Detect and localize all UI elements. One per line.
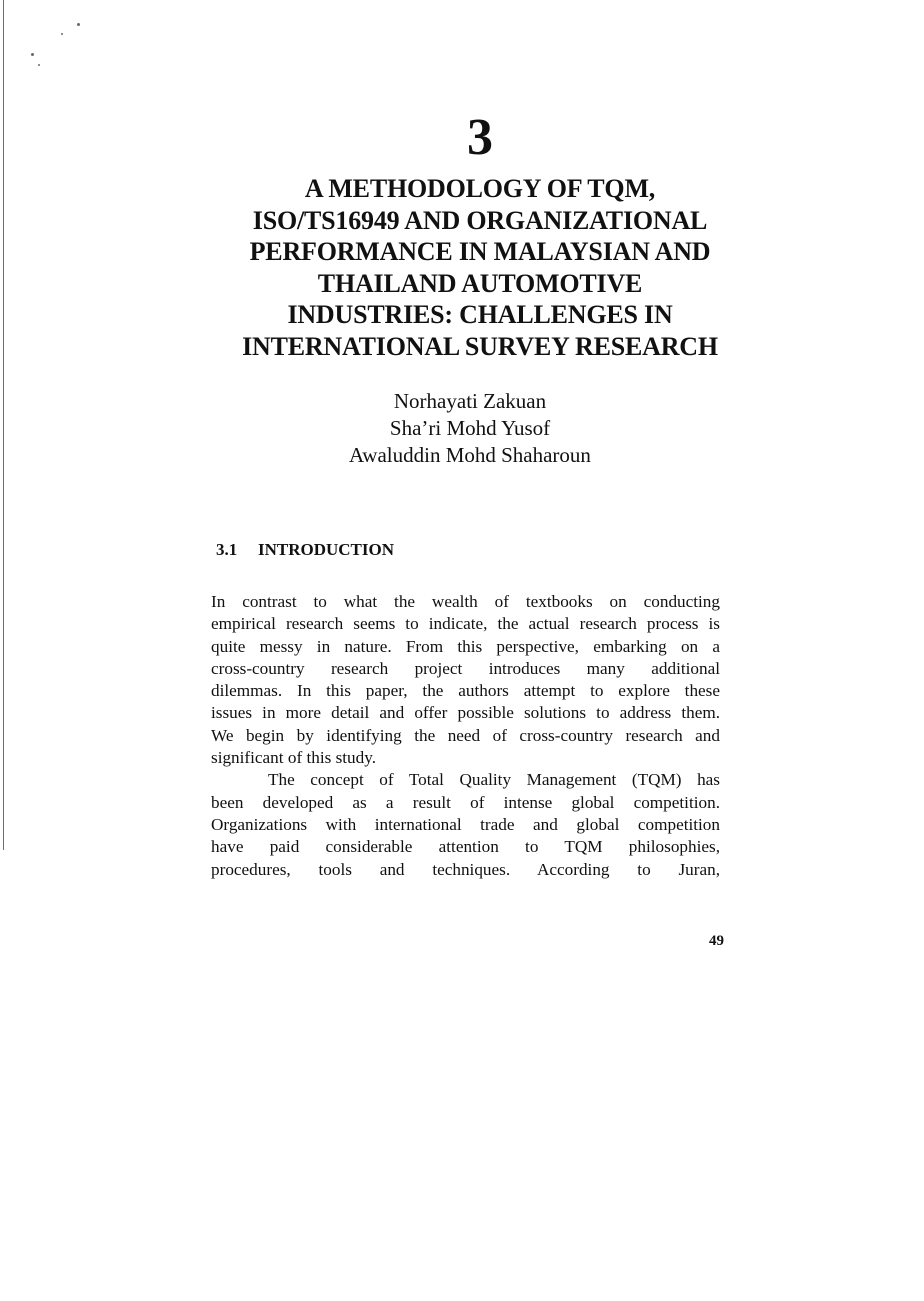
text-line: procedures, tools and techniques. According to Juran, — [211, 859, 720, 879]
text-line: been developed as a result of intense global competition. — [211, 792, 720, 812]
author-name: Norhayati Zakuan — [393, 389, 547, 413]
paragraph — [211, 591, 720, 769]
text-line: empirical research seems to indicate, the actual research process is — [211, 614, 720, 634]
page-number: 49 — [709, 933, 724, 949]
chapter-title-line: INDUSTRIES: CHALLENGES IN — [287, 300, 673, 329]
text-line: Organizations with international trade and global competition — [211, 814, 720, 834]
chapter-title-line: A METHODOLOGY OF TQM, — [304, 174, 656, 203]
text-line: In contrast to what the wealth of textbooks on conducting — [211, 592, 720, 611]
text-line: quite messy in nature. From this perspective, embarking on a — [211, 636, 720, 656]
text-line: have paid considerable attention to TQM philosophies, — [211, 837, 720, 857]
scan-speck — [77, 23, 80, 26]
section-title: INTRODUCTION — [258, 540, 395, 559]
author-list — [0, 388, 924, 469]
scan-speck — [31, 53, 34, 56]
section-number: 3.1 — [216, 540, 238, 559]
section-heading — [216, 538, 394, 562]
chapter-title-line: THAILAND AUTOMOTIVE — [317, 268, 643, 298]
chapter-title — [200, 173, 760, 362]
text-line: dilemmas. In this paper, the authors attempt to explore these — [211, 681, 720, 701]
chapter-title-line: ISO/TS16949 AND ORGANIZATIONAL — [252, 205, 708, 235]
chapter-title-line: INTERNATIONAL SURVEY RESEARCH — [242, 331, 718, 361]
scan-speck — [61, 33, 63, 35]
chapter-title-line: PERFORMANCE IN MALAYSIAN AND — [249, 237, 711, 266]
text-line: significant of this study. — [211, 748, 377, 768]
chapter-number: 3 — [467, 109, 493, 166]
paragraph — [211, 769, 720, 880]
body-text — [211, 591, 720, 881]
scan-speck — [38, 64, 40, 66]
author-name: Awaluddin Mohd Shaharoun — [349, 443, 591, 467]
text-line: We begin by identifying the need of cross-country research and — [211, 725, 720, 745]
text-line: cross-country research project introduces many additional — [211, 658, 720, 678]
author-name: Sha’ri Mohd Yusof — [389, 416, 551, 440]
text-line: The concept of Total Quality Management (TQM) has — [268, 770, 720, 790]
text-line: issues in more detail and offer possible solutions to address them. — [211, 703, 720, 723]
